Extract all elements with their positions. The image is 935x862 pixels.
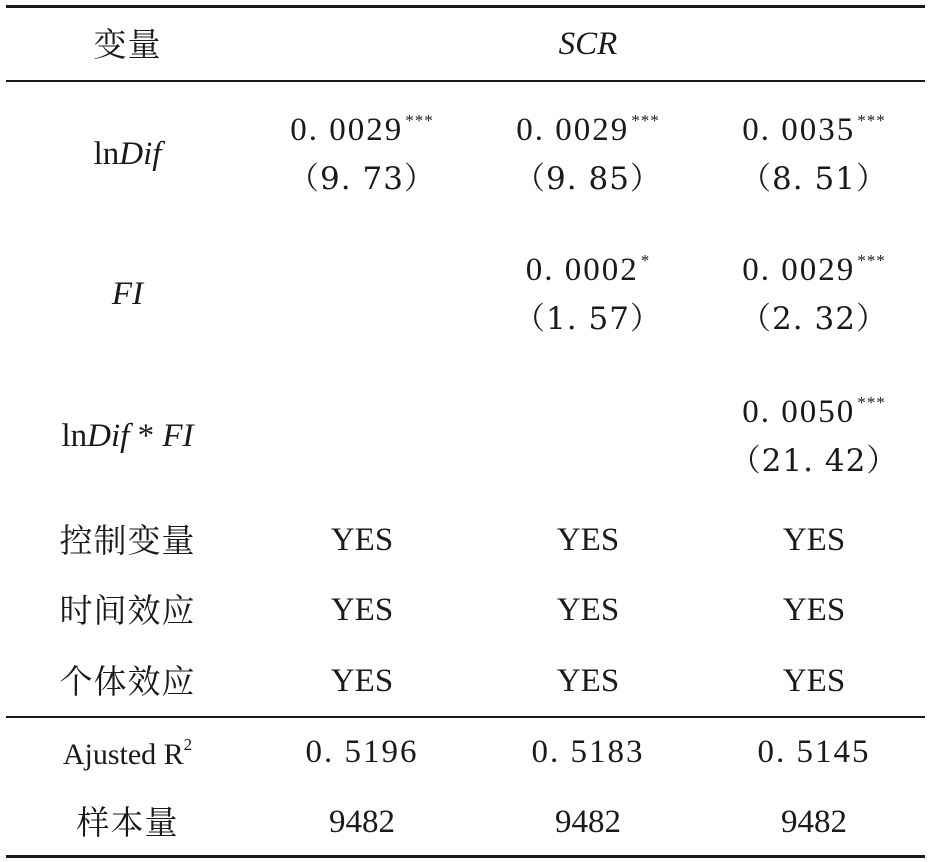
individual-effect-value-3: YES [782,663,846,699]
row-label-fi: FI [111,276,144,312]
r2-value-2: 0. 5183 [531,734,645,770]
tstat-lndif-1: （9. 73） [288,161,436,197]
time-effect-value-1: YES [330,592,394,628]
controls-value-1: YES [330,522,394,558]
row-label-sample-size: 样本量 [76,803,179,842]
bottom-rule [6,855,925,858]
tstat-fi-2: （1. 57） [514,301,662,337]
controls-value-3: YES [782,522,846,558]
r2-value-1: 0. 5196 [305,734,419,770]
row-label-individual-effect: 个体效应 [59,662,196,701]
sample-size-value-2: 9482 [555,804,621,840]
controls-value-2: YES [556,522,620,558]
coef-fi-2: 0. 0002 * [525,251,651,288]
row-label-time-effect: 时间效应 [59,591,196,630]
coef-lndif-2: 0. 0029 *** [516,111,660,148]
tstat-lndif-2: （9. 85） [514,161,662,197]
tstat-lndif-3: （8. 51） [740,161,888,197]
footer-rule [6,716,925,718]
time-effect-value-3: YES [782,592,846,628]
header-rule [6,80,925,82]
header-dependent-var: SCR [558,26,618,62]
sample-size-value-1: 9482 [329,804,395,840]
sample-size-value-3: 9482 [781,804,847,840]
individual-effect-value-1: YES [330,663,394,699]
coef-fi-3: 0. 0029 *** [742,251,886,288]
coef-lndif-3: 0. 0035 *** [742,111,886,148]
row-label-r2: Ajusted $R^2$ [62,735,193,771]
top-rule [6,5,925,8]
header-variable: 变量 [93,25,162,64]
row-label-controls: 控制变量 [59,521,196,560]
tstat-interaction-3: （21. 42） [729,443,899,479]
r2-value-3: 0. 5145 [757,734,871,770]
time-effect-value-2: YES [556,592,620,628]
coef-lndif-1: 0. 0029 *** [290,111,434,148]
row-label-interaction: lnDif * FI [61,418,194,454]
coef-interaction-3: 0. 0050 *** [742,393,886,430]
individual-effect-value-2: YES [556,663,620,699]
tstat-fi-3: （2. 32） [740,301,888,337]
row-label-lndif: lnDif [93,136,162,172]
